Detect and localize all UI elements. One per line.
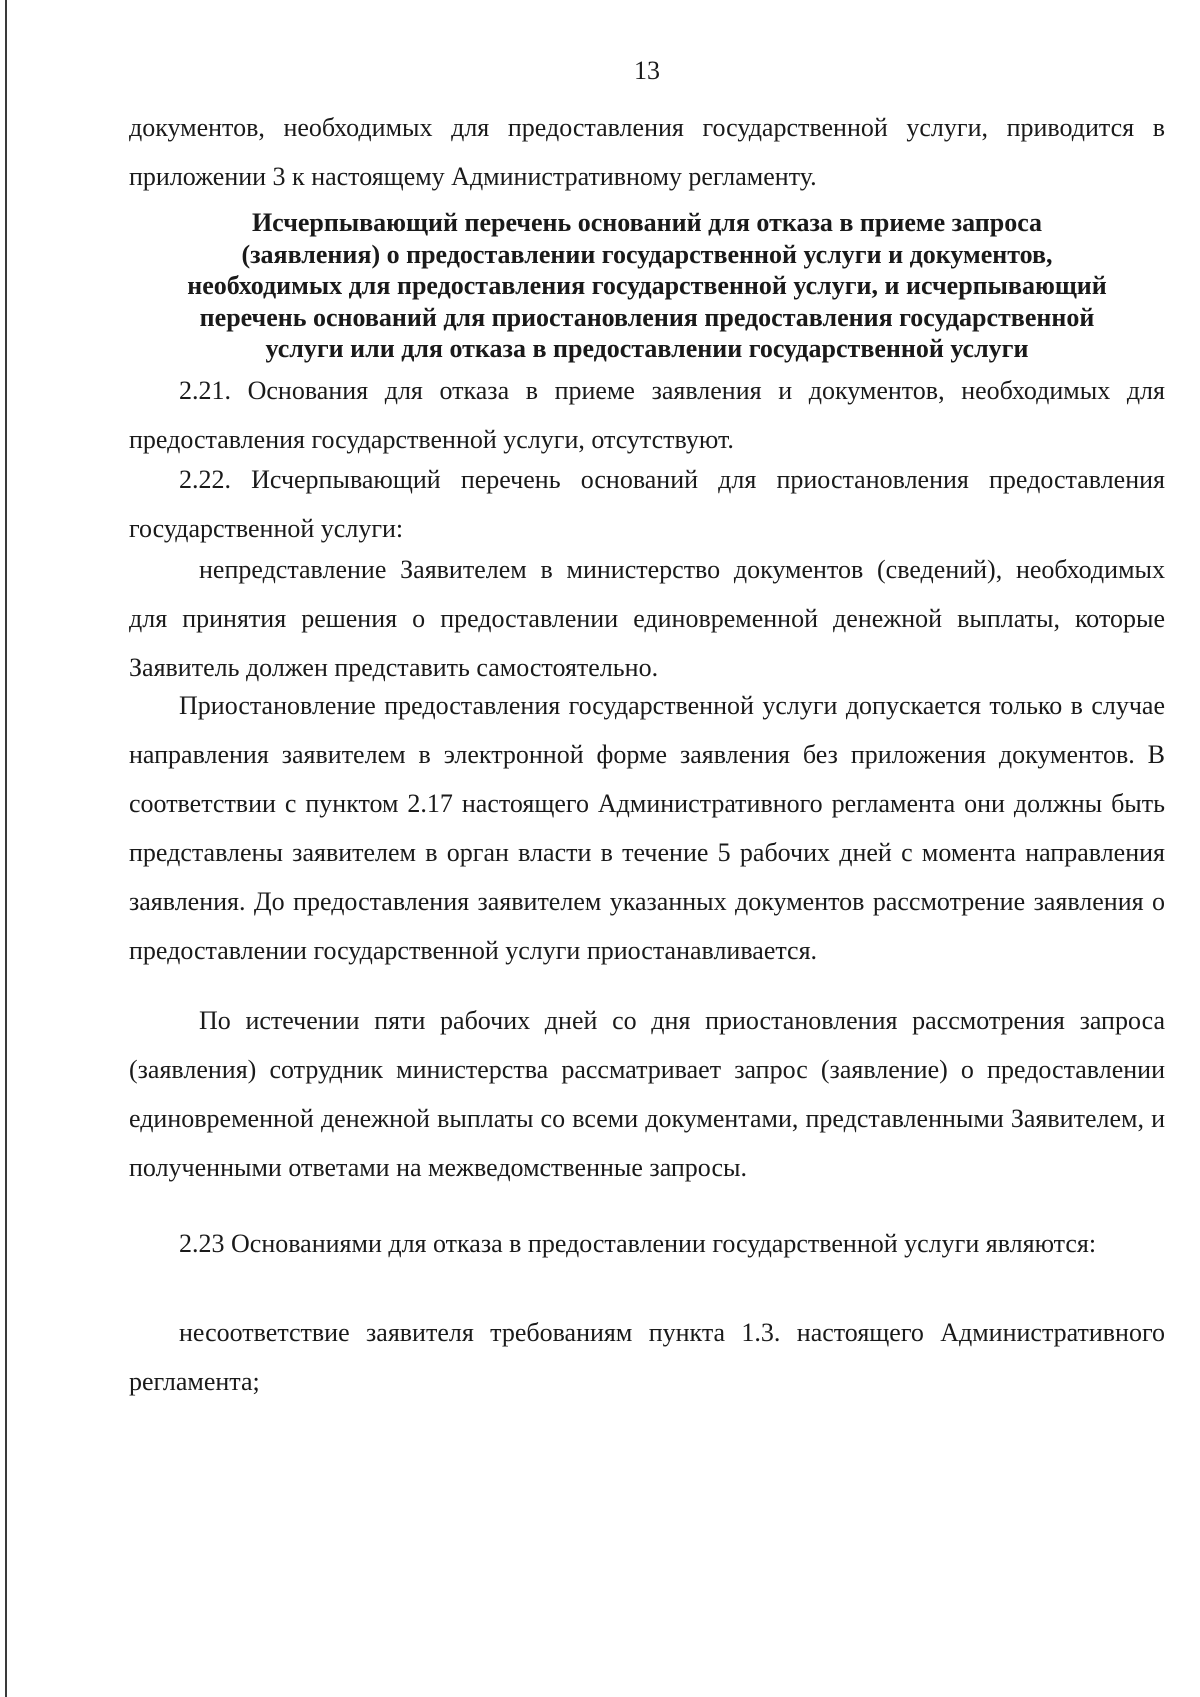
- paragraph-2-21: 2.21. Основания для отказа в приеме заявления и документов, необходимых для предоставления государственной услуги, отсутствуют.: [129, 376, 1165, 454]
- paragraph-2-23: 2.23 Основаниями для отказа в предоставлении государственной услуги являются:: [179, 1229, 1097, 1258]
- paragraph-suspension: Приостановление предоставления государственной услуги допускается только в случае направления заявителем в электронной форме заявления без приложения документов. В соответствии с пунктом 2.17 настоящего Административного регламента они должны быть представлены заявителем в орган власти в течение 5 рабочих дней с момента направления заявления. До предоставления заявителем указанных документов рассмотрение заявления о предоставлении государственной услуги приостанавливается.: [129, 691, 1165, 965]
- section-heading: [129, 207, 1165, 365]
- paragraph-intro-continuation: документов, необходимых для предоставления государственной услуги, приводится в приложении 3 к настоящему Административному регламенту.: [129, 113, 1165, 191]
- heading-line: (заявления) о предоставлении государственной услуги и документов,: [241, 239, 1053, 269]
- paragraph-2-22: 2.22. Исчерпывающий перечень оснований для приостановления предоставления государственной услуги:: [129, 465, 1165, 543]
- page-number: 13: [634, 56, 660, 85]
- heading-line: Исчерпывающий перечень оснований для отказа в приеме запроса: [251, 208, 1043, 237]
- heading-line: перечень оснований для приостановления предоставления государственной: [199, 302, 1095, 332]
- paragraph-non-submission: непредставление Заявителем в министерство документов (сведений), необходимых для принятия решения о предоставлении единовременной денежной выплаты, которые Заявитель должен представить самостоятельно.: [129, 555, 1165, 682]
- heading-line: необходимых для предоставления государственной услуги, и исчерпывающий: [187, 271, 1107, 300]
- paragraph-after-expiry: По истечении пяти рабочих дней со дня приостановления рассмотрения запроса (заявления) сотрудник министерства рассматривает запрос (заявление) о предоставлении единовременной денежной выплаты со всеми документами, представленными Заявителем, и полученными ответами на межведомственные запросы.: [129, 1006, 1165, 1182]
- heading-line: услуги или для отказа в предоставлении государственной услуги: [265, 334, 1029, 363]
- paragraph-non-compliance: несоответствие заявителя требованиям пункта 1.3. настоящего Административного регламента;: [129, 1318, 1165, 1396]
- scan-edge-line: [5, 0, 7, 1697]
